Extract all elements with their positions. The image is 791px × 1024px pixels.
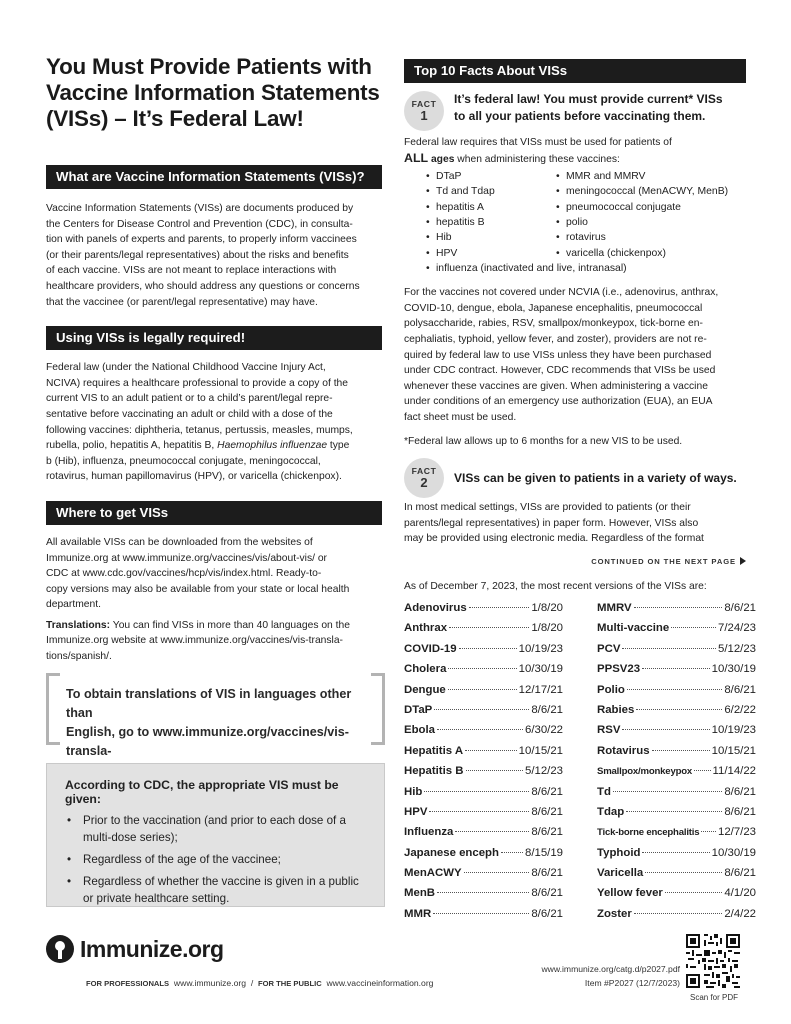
vis-name: Cholera bbox=[404, 663, 447, 676]
vis-date: 8/6/21 bbox=[531, 785, 563, 798]
vis-name: MenB bbox=[404, 887, 436, 900]
pdf-link[interactable]: www.immunize.org/catg.d/p2027.pdf bbox=[541, 964, 680, 974]
vis-name: Adenovirus bbox=[404, 602, 467, 614]
leader-dots bbox=[627, 689, 722, 690]
vis-name: MMRV bbox=[597, 602, 632, 614]
vis-row bbox=[597, 745, 756, 765]
vis-row bbox=[404, 887, 563, 907]
vis-date: 8/6/21 bbox=[531, 867, 563, 880]
leader-dots bbox=[449, 627, 529, 628]
vis-row bbox=[597, 663, 756, 683]
leader-dots bbox=[455, 831, 529, 832]
leader-dots bbox=[424, 791, 529, 792]
leader-dots bbox=[466, 770, 523, 771]
vis-date: 5/12/23 bbox=[524, 765, 563, 778]
list-item: • polio bbox=[556, 215, 746, 230]
vis-name: Zoster bbox=[597, 907, 632, 920]
leader-dots bbox=[469, 607, 530, 608]
fact-heading: It’s federal law! You must provide current* VISs to all your patients before vaccinating them. bbox=[454, 92, 723, 123]
vis-name: Polio bbox=[597, 683, 625, 696]
vis-date: 8/6/21 bbox=[531, 703, 563, 716]
leader-dots bbox=[434, 709, 529, 710]
footer-doc-info bbox=[500, 962, 680, 990]
vis-name: Anthrax bbox=[404, 622, 448, 635]
vis-date: 8/6/21 bbox=[724, 805, 756, 818]
title-line: You Must Provide Patients with bbox=[46, 54, 372, 79]
section-heading: What are Vaccine Information Statements (VISs)? bbox=[46, 165, 382, 189]
vis-row bbox=[404, 867, 563, 887]
title-line: (VISs) – It’s Federal Law! bbox=[46, 106, 304, 131]
section-what bbox=[46, 165, 382, 310]
fact-heading: VISs can be given to patients in a variety of ways. bbox=[454, 470, 737, 485]
vis-name: Hib bbox=[404, 785, 423, 798]
vis-name: Multi-vaccine bbox=[597, 622, 670, 635]
vis-row bbox=[597, 826, 756, 846]
vis-date: 10/19/23 bbox=[711, 724, 756, 737]
vis-date: 8/6/21 bbox=[531, 887, 563, 900]
immunize-logo: Immunize.org bbox=[46, 935, 224, 963]
vis-row bbox=[404, 602, 563, 622]
translation-callout bbox=[46, 673, 385, 758]
list-item: • Regardless of the age of the vaccinee; bbox=[65, 851, 370, 868]
vis-date: 6/30/22 bbox=[524, 724, 563, 737]
vis-name: RSV bbox=[597, 724, 621, 737]
vis-column-left bbox=[404, 602, 563, 928]
vis-name: Dengue bbox=[404, 683, 446, 696]
leader-dots bbox=[645, 872, 722, 873]
leader-dots bbox=[665, 892, 722, 893]
vis-row bbox=[404, 663, 563, 683]
logo-icon bbox=[46, 935, 74, 963]
vis-row bbox=[597, 704, 756, 724]
leader-dots bbox=[465, 750, 517, 751]
vis-row bbox=[404, 765, 563, 785]
leader-dots bbox=[459, 648, 517, 649]
vis-date: 8/6/21 bbox=[724, 785, 756, 798]
leader-dots bbox=[626, 811, 722, 812]
vis-name: Tick-borne encephalitis bbox=[597, 827, 700, 839]
vis-date: 8/6/21 bbox=[531, 805, 563, 818]
vis-row bbox=[404, 847, 563, 867]
vis-date: 1/8/20 bbox=[531, 622, 563, 635]
leader-dots bbox=[701, 831, 716, 832]
vis-row bbox=[597, 602, 756, 622]
vis-row bbox=[404, 704, 563, 724]
list-item: • hepatitis B bbox=[426, 215, 556, 230]
vis-name: MMR bbox=[404, 907, 432, 920]
list-item: • varicella (chickenpox) bbox=[556, 246, 746, 261]
vis-row bbox=[404, 786, 563, 806]
vis-name: Typhoid bbox=[597, 846, 641, 859]
vis-name: HPV bbox=[404, 805, 428, 818]
list-item: • meningococcal (MenACWY, MenB) bbox=[556, 184, 746, 199]
fact-1 bbox=[404, 91, 746, 131]
section-heading: Using VISs is legally required! bbox=[46, 326, 382, 350]
guidance-list bbox=[65, 812, 370, 907]
qr-code-icon bbox=[686, 934, 740, 988]
list-item: • Prior to the vaccination (and prior to each dose of a multi-dose series); bbox=[65, 812, 370, 846]
box-heading: According to CDC, the appropriate VIS must be given: bbox=[65, 778, 339, 806]
callout-text: To obtain translations of VIS in languages other than English, go to www.immunize.org/vaccines/vis-transla- bbox=[66, 687, 352, 758]
vis-name: PPSV23 bbox=[597, 663, 641, 676]
vis-date: 8/6/21 bbox=[531, 907, 563, 920]
vis-name: MenACWY bbox=[404, 867, 462, 880]
vis-date: 10/15/21 bbox=[518, 744, 563, 757]
section-body: All available VISs can be downloaded from the websites of Immunize.org at www.immunize.org/vaccines/vis/about-vis/ or CDC at www.cdc.gov/vaccines/hcp/vis/index.html. Ready-to- copy versions may also be available from your state or local health department. Translations: You can find VISs in more than 40 languages on the Immunize.org website at www.immunize.org/vaccines/vis-transla- tions/spanish/. bbox=[46, 536, 350, 663]
vis-name: Hepatitis A bbox=[404, 744, 464, 757]
list-item: • MMR and MMRV bbox=[556, 169, 746, 184]
vis-name: Yellow fever bbox=[597, 887, 663, 900]
vis-row bbox=[404, 826, 563, 846]
list-item: • HPV bbox=[426, 246, 556, 261]
footer-links: FOR PROFESSIONALS www.immunize.org / FOR THE PUBLIC www.vaccineinformation.org bbox=[86, 978, 434, 988]
vis-name: Tdap bbox=[597, 805, 625, 818]
vis-date: 6/2/22 bbox=[724, 703, 756, 716]
vis-date: 12/7/23 bbox=[717, 826, 756, 839]
list-item: • Regardless of whether the vaccine is given in a public or private healthcare setting. bbox=[65, 873, 370, 907]
vis-name: PCV bbox=[597, 642, 621, 655]
cdc-guidance-box bbox=[46, 763, 385, 907]
fact-body: Federal law requires that VISs must be used for patients of ALL ages when administering these vaccines: bbox=[404, 137, 672, 165]
leader-dots bbox=[636, 709, 722, 710]
vis-row bbox=[404, 745, 563, 765]
leader-dots bbox=[622, 729, 709, 730]
leader-dots bbox=[642, 852, 709, 853]
vis-name: COVID-19 bbox=[404, 642, 457, 655]
vis-row bbox=[597, 622, 756, 642]
vis-name: Varicella bbox=[597, 867, 644, 880]
vis-name: Hepatitis B bbox=[404, 765, 464, 778]
vis-name: Rabies bbox=[597, 703, 635, 716]
vis-row bbox=[597, 908, 756, 928]
leader-dots bbox=[652, 750, 710, 751]
vis-date: 1/8/20 bbox=[531, 602, 563, 614]
leader-dots bbox=[634, 913, 723, 914]
vis-row bbox=[597, 765, 756, 785]
leader-dots bbox=[448, 668, 516, 669]
list-item: • influenza (inactivated and live, intranasal) bbox=[426, 261, 746, 276]
section-where bbox=[46, 501, 382, 665]
vis-row bbox=[597, 806, 756, 826]
vis-columns bbox=[404, 602, 756, 928]
vis-row bbox=[597, 684, 756, 704]
leader-dots bbox=[634, 607, 723, 608]
fact-badge: FACT 1 bbox=[404, 91, 444, 131]
vis-date: 8/15/19 bbox=[524, 846, 563, 859]
leader-dots bbox=[671, 627, 716, 628]
fact-body: For the vaccines not covered under NCVIA (i.e., adenovirus, anthrax, COVID-10, dengue, ebola, Japanese encephalitis, pneumococcal polysaccharide, rabies, RSV, smallpox/monkeypox, tick-borne en- cephaliatis, typhoid, yellow fever, and zoster), providers are not re- quired by federal law to use VISs unless they have been purchased under CDC contract. However, CDC recommends that VISs be used whenever these vaccines are given. When administering a vaccine under conditions of an emergency use authorization (EUA), an EUA fact sheet must be used. bbox=[404, 287, 719, 424]
leader-dots bbox=[433, 913, 529, 914]
vaccine-list bbox=[426, 169, 746, 261]
vis-row bbox=[597, 887, 756, 907]
vis-date: 4/1/20 bbox=[724, 887, 756, 900]
scan-label: Scan for PDF bbox=[689, 993, 738, 1002]
vis-date: 8/6/21 bbox=[724, 602, 756, 614]
vis-row bbox=[404, 724, 563, 744]
vis-row bbox=[404, 908, 563, 928]
item-number: Item #P2027 (12/7/2023) bbox=[584, 978, 680, 988]
vis-date: 7/24/23 bbox=[717, 622, 756, 635]
vis-date: 8/6/21 bbox=[724, 683, 756, 696]
vis-name: DTaP bbox=[404, 703, 433, 716]
section-heading: Top 10 Facts About VISs bbox=[404, 59, 746, 83]
list-item: • Td and Tdap bbox=[426, 184, 556, 199]
section-heading: Where to get VISs bbox=[46, 501, 382, 525]
fact-badge: FACT 2 bbox=[404, 458, 444, 498]
vis-date: 8/6/21 bbox=[724, 867, 756, 880]
vis-row bbox=[404, 684, 563, 704]
vis-name: Rotavirus bbox=[597, 744, 650, 757]
fact-body: In most medical settings, VISs are provided to patients (or their parents/legal representatives) in paper form. However, VISs also may be provided using electronic media. Regardless of the format bbox=[404, 502, 704, 545]
list-item: • hepatitis A bbox=[426, 200, 556, 215]
vis-name: Ebola bbox=[404, 724, 436, 737]
footnote: *Federal law allows up to 6 months for a new VIS to be used. bbox=[404, 435, 683, 447]
list-item: • rotavirus bbox=[556, 230, 746, 245]
vis-row bbox=[597, 724, 756, 744]
vis-row bbox=[404, 643, 563, 663]
vis-row bbox=[597, 847, 756, 867]
section-body: Vaccine Information Statements (VISs) are documents produced by the Centers for Disease Control and Prevention (CDC), in consulta- tion with panels of experts and parents, to properly inform vaccinees (or their parents/legal representatives) about the risks and benefits of each vaccine. VISs are not meant to replace interactions with healthcare providers, who should address any questions or concerns that the vaccinee (or parent/legal representative) may have. bbox=[46, 203, 360, 308]
vis-date: 10/30/19 bbox=[711, 663, 756, 676]
vis-name: Influenza bbox=[404, 826, 454, 839]
leader-dots bbox=[464, 872, 530, 873]
fact-2 bbox=[404, 458, 746, 498]
leader-dots bbox=[429, 811, 529, 812]
left-column bbox=[46, 54, 382, 665]
vis-versions bbox=[404, 580, 756, 928]
vis-row bbox=[597, 786, 756, 806]
list-item: • DTaP bbox=[426, 169, 556, 184]
bracket-left bbox=[46, 673, 60, 745]
section-legal bbox=[46, 326, 382, 485]
leader-dots bbox=[613, 791, 722, 792]
vis-row bbox=[404, 806, 563, 826]
vis-date: 10/15/21 bbox=[711, 744, 756, 757]
vis-row bbox=[597, 643, 756, 663]
leader-dots bbox=[642, 668, 710, 669]
vis-row bbox=[404, 622, 563, 642]
vis-date: 12/17/21 bbox=[518, 683, 563, 696]
vis-row bbox=[597, 867, 756, 887]
section-body: Federal law (under the National Childhood Vaccine Injury Act, NCIVA) requires a healthcare professional to provide a copy of the current VIS to an adult patient or to a child’s parent/legal repre- sentative before vaccinating an adult or child with a dose of the following vaccines: diphtheria, tetanus, pertussis, measles, mumps, rubella, polio, hepatitis A, hepatitis B, Haemophilus influenzae type b (Hib), influenza, pneumococcal conjugate, meningococcal, rotavirus, human papillomavirus (HPV), or varicella (chickenpox). bbox=[46, 362, 353, 483]
vis-date: 2/4/22 bbox=[724, 907, 756, 920]
vis-column-right bbox=[597, 602, 756, 928]
public-link[interactable]: www.vaccineinformation.org bbox=[326, 978, 434, 988]
vis-date: 8/6/21 bbox=[531, 826, 563, 839]
vis-date: 5/12/23 bbox=[717, 642, 756, 655]
list-item: • pneumococcal conjugate bbox=[556, 200, 746, 215]
right-column bbox=[404, 59, 746, 566]
leader-dots bbox=[448, 689, 517, 690]
vis-name: Smallpox/monkeypox bbox=[597, 766, 693, 778]
vis-date: 10/30/19 bbox=[518, 663, 563, 676]
professionals-link[interactable]: www.immunize.org bbox=[173, 978, 247, 988]
vis-date: 10/30/19 bbox=[711, 846, 756, 859]
list-item: • Hib bbox=[426, 230, 556, 245]
vis-date: 11/14/22 bbox=[712, 765, 756, 778]
vis-date: 10/19/23 bbox=[518, 642, 563, 655]
leader-dots bbox=[501, 852, 523, 853]
title-line: Vaccine Information Statements bbox=[46, 80, 380, 105]
continued-link[interactable]: CONTINUED ON THE NEXT PAGE bbox=[404, 557, 746, 566]
vis-name: Japanese enceph bbox=[404, 846, 499, 859]
leader-dots bbox=[437, 892, 529, 893]
leader-dots bbox=[437, 729, 523, 730]
leader-dots bbox=[622, 648, 716, 649]
vis-intro: As of December 7, 2023, the most recent versions of the VISs are: bbox=[404, 581, 707, 592]
page-title bbox=[46, 54, 382, 132]
vis-name: Td bbox=[597, 785, 611, 798]
leader-dots bbox=[694, 770, 710, 771]
arrow-right-icon bbox=[740, 557, 746, 565]
